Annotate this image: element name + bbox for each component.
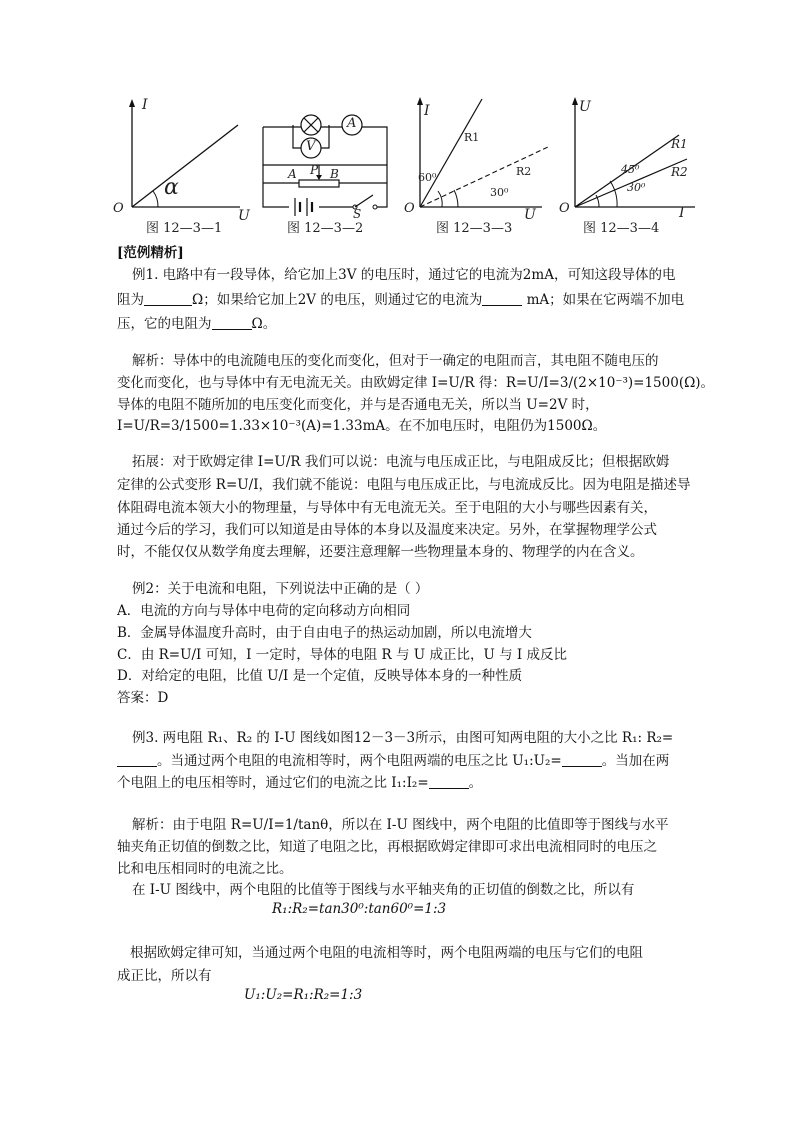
answer-blank[interactable] — [212, 315, 252, 330]
axis-label-y: I — [142, 97, 148, 113]
switch-label: S — [353, 207, 362, 221]
angle-label: α — [164, 175, 179, 200]
answer-blank[interactable] — [482, 291, 522, 306]
figure-12-3-1 — [110, 95, 260, 235]
angle-label-30: 30⁰ — [490, 186, 509, 199]
axis-label-x: I — [679, 205, 685, 221]
figure-caption: 图 12—3—2 — [287, 221, 364, 236]
example-2-question: 例2：关于电流和电阻，下列说法中正确的是（ ） — [132, 581, 429, 597]
example-1-line-1: 例1. 电路中有一段导体，给它加上3V 的电压时，通过它的电流为2mA，可知这段导体的电 — [132, 267, 676, 283]
figure-caption: 图 12—3—3 — [436, 221, 513, 236]
analysis-1-line-4: I=U/R=3/1500=1.33×10⁻³(A)=1.33mA。在不加电压时，电阻仍为1500Ω。 — [117, 418, 607, 434]
example-1-line-3: 压，它的电阻为 Ω。 — [117, 316, 277, 332]
analysis-1-line-1: 解析：导体中的电流随电压的变化而变化，但对于一确定的电阻而言，其电阻不随电压的 — [132, 353, 659, 369]
ammeter-label: A — [347, 116, 357, 131]
figure-12-3-4 — [557, 95, 707, 235]
example-3-line-2: 。当通过两个电阻的电流相等时，两个电阻两端的电压之比 U₁:U₂= 。当加在两 — [117, 751, 669, 771]
figure-caption: 图 12—3—4 — [583, 221, 660, 236]
extension-line-1: 拓展：对于欧姆定律 I=U/R 我们可以说：电流与电压成正比，与电阻成反比；但根据欧姆 — [132, 454, 670, 470]
extension-line-2: 定律的公式变形 R=U/I，我们就不能说：电阻与电压成正比，与电流成反比。因为电阻是描述导 — [117, 477, 691, 493]
voltmeter-label: V — [306, 139, 316, 154]
option-c: C．由 R=U/I 可知，I 一定时，导体的电阻 R 与 U 成正比，U 与 I 成反比 — [117, 647, 568, 663]
axis-label-x: U — [238, 208, 250, 224]
axis-label-x: U — [524, 207, 536, 223]
example-3-line-3: 个电阻上的电压相等时，通过它们的电流之比 I₁:I₂= 。 — [117, 775, 483, 791]
equation-resistance-ratio: R₁:R₂=tan30⁰:tan60⁰=1:3 — [272, 901, 447, 917]
analysis-1-line-2: 变化而变化，也与导体中有无电流无关。由欧姆定律 I=U/R 得：R=U/I=3/(2×10⁻³)=1500(Ω)。 — [117, 375, 715, 391]
analysis-3-line-3: 比和电压相同时的电流之比。 — [117, 861, 293, 877]
extension-line-5: 时，不能仅仅从数学角度去理解，还要注意理解一些物理量本身的、物理学的内在含义。 — [117, 544, 644, 560]
line-label-r2: R2 — [516, 165, 532, 178]
analysis-3-line-1: 解析：由于电阻 R=U/I=1/tanθ，所以在 I-U 图线中，两个电阻的比值即等于图线与水平 — [132, 817, 669, 833]
line-label-r1: R1 — [464, 131, 480, 144]
angle-label-45: 45⁰ — [621, 163, 640, 176]
figure-12-3-3 — [402, 95, 557, 235]
equation-voltage-ratio: U₁:U₂=R₁:R₂=1:3 — [244, 987, 363, 1003]
option-d: D．对给定的电阻，比值 U/I 是一个定值，反映导体本身的一种性质 — [117, 668, 523, 684]
answer-blank[interactable] — [429, 774, 469, 789]
line-label-r2: R2 — [671, 165, 688, 179]
answer-blank[interactable] — [562, 752, 602, 767]
option-a: A．电流的方向与导体中电荷的定向移动方向相同 — [117, 603, 411, 619]
example-3-line-1: 例3. 两电阻 R₁、R₂ 的 I-U 图线如图12－3－3所示，由图可知两电阻的大小之比 R₁: R₂= — [132, 730, 674, 746]
rheostat-label-p: P — [310, 163, 319, 177]
extension-line-4: 通过今后的学习，我们可以知道是由导体的本身以及温度来决定。另外，在掌握物理学公式 — [117, 522, 657, 538]
angle-label-60: 60⁰ — [418, 171, 437, 184]
axis-label-y: U — [579, 99, 591, 115]
angle-label-30: 30⁰ — [627, 181, 646, 194]
answer-blank[interactable] — [117, 752, 157, 767]
answer: 答案：D — [117, 690, 169, 706]
extension-line-3: 体阻碍电流本领大小的物理量，与导体中有无电流无关。至于电阻的大小与哪些因素有关， — [117, 500, 657, 516]
analysis-3-line-6: 成正比，所以有 — [117, 968, 212, 984]
section-title: [范例精析] — [117, 245, 184, 261]
analysis-1-line-3: 导体的电阻不随所加的电压变化而变化，并与是否通电无关，所以当 U=2V 时， — [117, 397, 599, 413]
analysis-3-line-2: 轴夹角正切值的倒数之比，知道了电阻之比，再根据欧姆定律即可求出电流相同时的电压之 — [117, 839, 657, 855]
origin-label: O — [404, 201, 415, 216]
axis-label-y: I — [424, 103, 430, 119]
figure-caption: 图 12—3—1 — [146, 221, 223, 236]
rheostat-label-b: B — [330, 167, 339, 181]
analysis-3-line-5: 根据欧姆定律可知，当通过两个电阻的电流相等时，两个电阻两端的电压与它们的电阻 — [130, 945, 643, 961]
rheostat-label-a: A — [288, 167, 297, 181]
example-1-line-2: 阻为 Ω；如果给它加上2V 的电压，则通过它的电流为 mA；如果在它两端不加电 — [117, 292, 685, 308]
analysis-3-line-4: 在 I-U 图线中，两个电阻的比值等于图线与水平轴夹角的正切值的倒数之比，所以有 — [132, 882, 635, 898]
origin-label: O — [113, 201, 124, 216]
line-label-r1: R1 — [671, 137, 688, 151]
figure-12-3-2 — [255, 95, 405, 235]
option-b: B．金属导体温度升高时，由于自由电子的热运动加剧，所以电流增大 — [117, 625, 532, 641]
answer-blank[interactable] — [144, 291, 192, 306]
origin-label: O — [559, 201, 570, 216]
